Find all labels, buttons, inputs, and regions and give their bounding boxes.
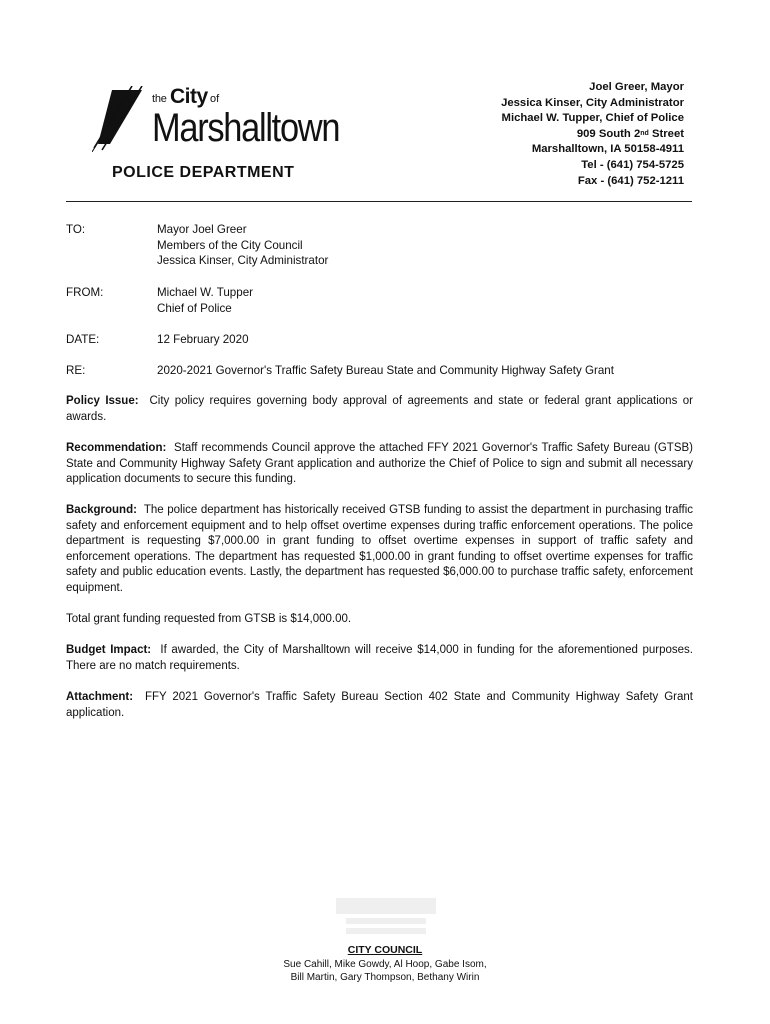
city-logo	[92, 84, 392, 154]
recommendation-label: Recommendation:	[66, 442, 167, 454]
contact-tel: Tel - (641) 754-5725	[581, 158, 684, 171]
to-recipients	[157, 222, 697, 269]
recommendation-paragraph	[66, 441, 693, 488]
contact-mayor: Joel Greer, Mayor	[589, 81, 684, 93]
date-value: 12 February 2020	[157, 333, 249, 346]
logo-the-text: the	[152, 93, 167, 105]
budget-impact-paragraph	[66, 643, 693, 674]
logo-city-text: City	[170, 85, 208, 108]
total-text: Total grant funding requested from GTSB is $14,000.00.	[66, 613, 352, 625]
sender-name: Michael W. Tupper	[157, 286, 254, 299]
recipient-council: Members of the City Council	[157, 238, 303, 252]
street-suffix: nd	[640, 129, 649, 137]
attachment-text: FFY 2021 Governor's Traffic Safety Bureau Section 402 State and Community Highway Safety Grant application.	[66, 691, 693, 719]
recommendation-text: Staff recommends Council approve the attached FFY 2021 Governor's Traffic Safety Bureau (GTSB) State and Community Highway Safety Grant application and authorize the Chief of Police to sign and submit all necessary application documents to secure this funding.	[66, 442, 693, 486]
re-value: 2020-2021 Governor's Traffic Safety Bureau State and Community Highway Safety Grant	[157, 364, 614, 377]
attachment-paragraph	[66, 690, 693, 721]
logo-name-text: Marshalltown	[152, 106, 340, 150]
city-council-footer	[0, 944, 770, 985]
re-label: RE:	[66, 364, 86, 377]
to-label: TO:	[66, 223, 86, 236]
contact-city: Marshalltown, IA 50158-4911	[531, 143, 684, 156]
attachment-label: Attachment:	[66, 691, 134, 703]
department-title: POLICE DEPARTMENT	[112, 164, 295, 181]
footer-title: CITY COUNCIL	[347, 944, 423, 956]
budget-impact-label: Budget Impact:	[66, 644, 152, 656]
slash-mark-icon	[92, 86, 156, 152]
date-label: DATE:	[66, 333, 100, 346]
contact-street	[501, 127, 684, 143]
total-paragraph	[66, 612, 693, 628]
recipient-mayor: Mayor Joel Greer	[157, 223, 247, 236]
from-sender	[157, 285, 697, 316]
policy-issue-text: City policy requires governing body approval of agreements and state or federal grant applications or awards.	[66, 395, 693, 423]
header-divider	[66, 201, 692, 202]
logo-of-text: of	[210, 93, 220, 105]
sender-title: Chief of Police	[157, 301, 232, 315]
footer-members-line2: Bill Martin, Gary Thompson, Bethany Wirin	[290, 972, 480, 983]
contact-fax: Fax - (641) 752-1211	[577, 174, 684, 187]
street-number: 909 South 2	[576, 127, 641, 140]
background-label: Background:	[66, 504, 137, 516]
contact-administrator: Jessica Kinser, City Administrator	[501, 96, 684, 109]
policy-issue-label: Policy Issue:	[66, 395, 139, 407]
contact-chief: Michael W. Tupper, Chief of Police	[501, 112, 684, 125]
policy-issue-paragraph	[66, 394, 693, 425]
background-paragraph	[66, 503, 693, 597]
recipient-administrator: Jessica Kinser, City Administrator	[157, 254, 329, 268]
watermark-emblem-icon	[296, 868, 476, 948]
contact-block	[501, 80, 684, 189]
budget-impact-text: If awarded, the City of Marshalltown will receive $14,000 in funding for the aforementioned purposes. There are no match requirements.	[66, 644, 693, 672]
from-label: FROM:	[66, 286, 104, 299]
street-name: Street	[648, 127, 684, 140]
footer-members-line1: Sue Cahill, Mike Gowdy, Al Hoop, Gabe Isom,	[283, 958, 487, 970]
background-text: The police department has historically received GTSB funding to assist the department in purchasing traffic safety and enforcement equipment and to help offset overtime expenses during traffic enforcement operations. The police department is requesting $7,000.00 in grant funding to offset overtime expenses in support of traffic safety and enforcement operations. The department has requested $1,000.00 in grant funding to offset overtime expenses for traffic safety and public education events. Lastly, the department has requested $6,000.00 to purchase traffic safety, enforcement equipment.	[66, 504, 693, 594]
